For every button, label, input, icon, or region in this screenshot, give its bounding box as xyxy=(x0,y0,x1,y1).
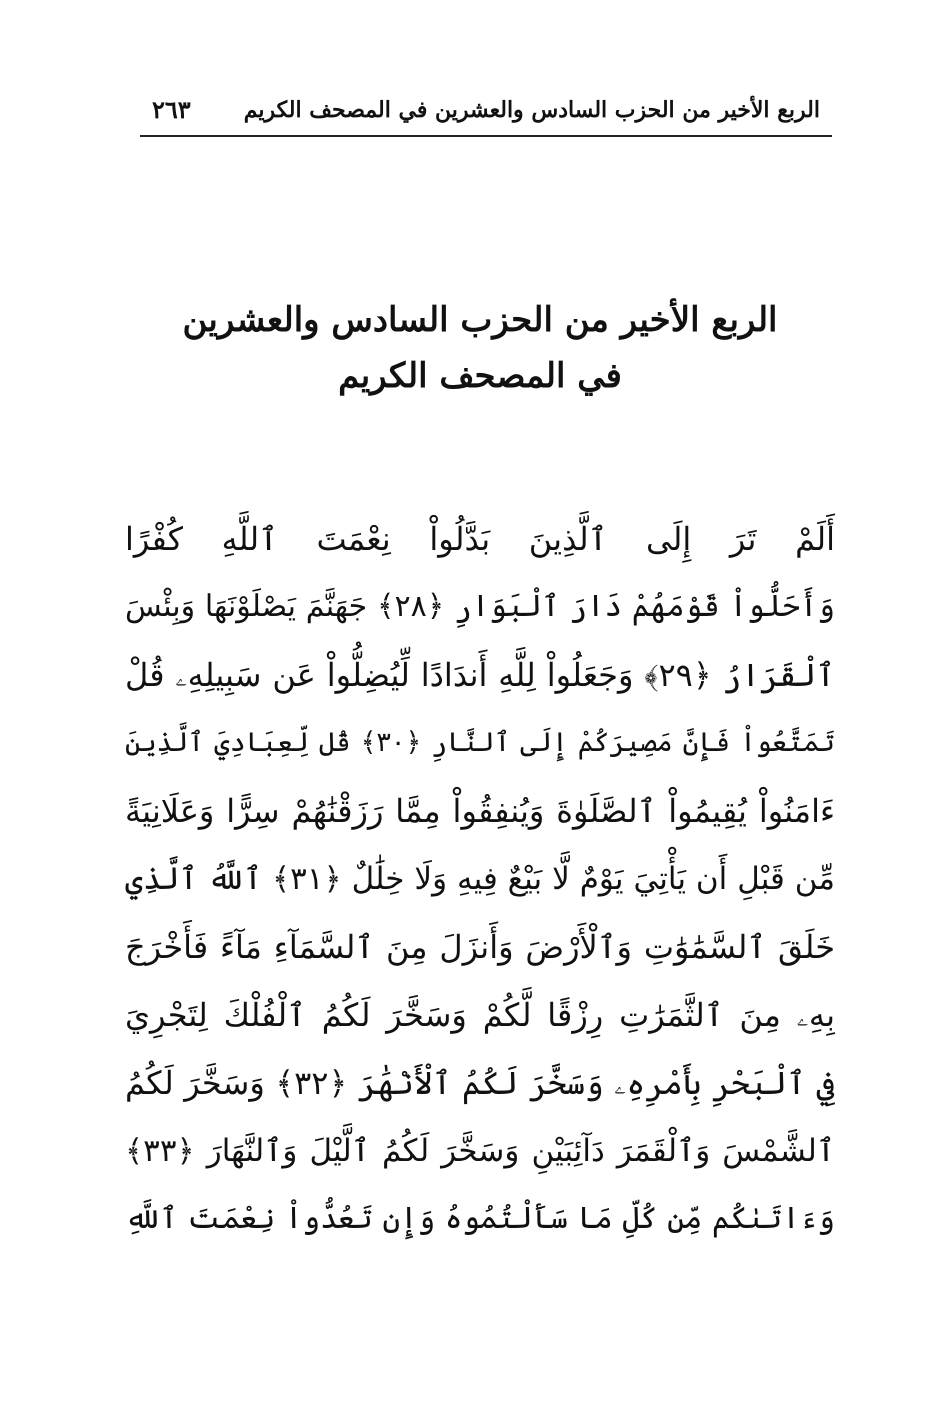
verse-line: ءَامَنُواْ يُقِيمُواْ ٱلصَّلَوٰةَ وَيُنفِقُواْ مِمَّا رَزَقْنَٰهُمْ سِرًّا وَعَلَانِيَةً xyxy=(125,792,835,830)
chapter-title-line-2: في المصحف الكريم xyxy=(338,356,622,396)
verse-line: مِّن قَبْلِ أَن يَأْتِيَ يَوْمٌ لَّا بَيْعٌ فِيهِ وَلَا خِلَٰلٌ ﴿٣١﴾ ٱللَّهُ ٱلَّذِي xyxy=(125,861,835,897)
verse-line: وَءَاتَىٰكُم مِّن كُلِّ مَا سَأَلْتُمُوهُ وَإِن تَعُدُّواْ نِعْمَتَ ٱللَّهِ xyxy=(125,1201,835,1236)
verse-line: خَلَقَ ٱلسَّمَٰوَٰتِ وَٱلْأَرْضَ وَأَنزَلَ مِنَ ٱلسَّمَآءِ مَآءً فَأَخْرَجَ xyxy=(125,928,835,966)
running-header-title: الربع الأخير من الحزب السادس والعشرين في المصحف الكريم xyxy=(243,97,820,123)
verse-line: تَمَتَّعُواْ فَإِنَّ مَصِيرَكُمْ إِلَى ٱلنَّارِ ﴿٣٠﴾ قُل لِّعِبَادِيَ ٱلَّذِينَ xyxy=(125,727,835,758)
verse-line: ٱلشَّمْسَ وَٱلْقَمَرَ دَآئِبَيْنِ وَسَخَّرَ لَكُمُ ٱلَّيْلَ وَٱلنَّهَارَ ﴿٣٣﴾ xyxy=(125,1133,835,1169)
chapter-title-line-1: الربع الأخير من الحزب السادس والعشرين xyxy=(182,300,778,340)
verse-line: أَلَمْ تَرَ إِلَى ٱلَّذِينَ بَدَّلُواْ نِعْمَتَ ٱللَّهِ كُفْرًا xyxy=(125,520,835,558)
running-header xyxy=(140,95,832,137)
verse-line: فِي ٱلْبَحْرِ بِأَمْرِهِۦ وَسَخَّرَ لَكُمُ ٱلْأَنْهَٰرَ ﴿٣٢﴾ وَسَخَّرَ لَكُمُ xyxy=(125,1064,835,1102)
verse-line: بِهِۦ مِنَ ٱلثَّمَرَٰتِ رِزْقًا لَّكُمْ وَسَخَّرَ لَكُمُ ٱلْفُلْكَ لِتَجْرِيَ xyxy=(125,996,835,1034)
quran-verse-block xyxy=(125,505,835,1253)
page-number: ٢٦٣ xyxy=(152,95,191,124)
verse-line: وَأَحَلُّواْ قَوْمَهُمْ دَارَ ٱلْبَوَارِ ﴿٢٨﴾ جَهَنَّمَ يَصْلَوْنَهَا وَبِئْسَ xyxy=(125,589,835,624)
chapter-title xyxy=(150,292,810,404)
verse-line: ٱلْقَرَارُ ﴿٢٩﴾ وَجَعَلُواْ لِلَّهِ أَندَادًا لِّيُضِلُّواْ عَن سَبِيلِهِۦ قُلْ xyxy=(125,656,835,694)
